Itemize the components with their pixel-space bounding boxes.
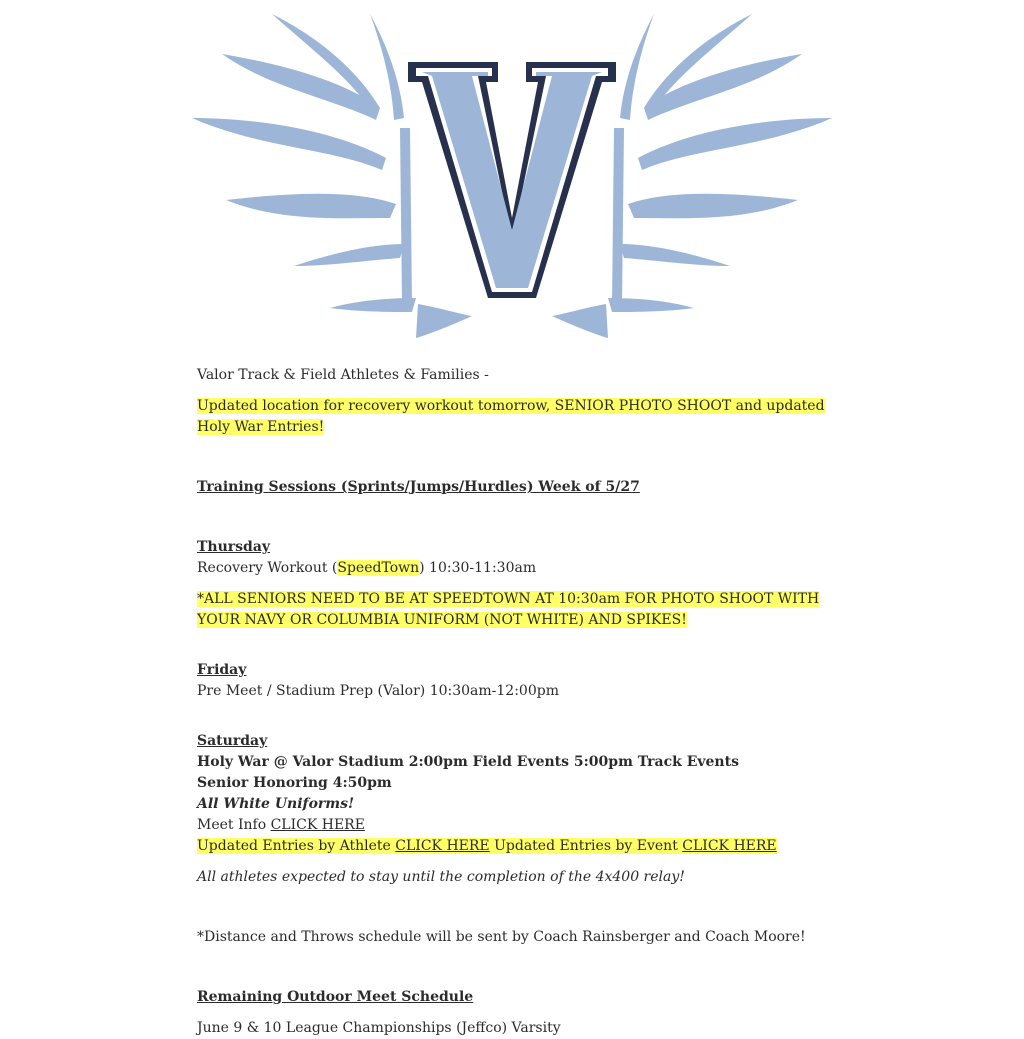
meet-info-line bbox=[197, 815, 827, 836]
thursday-line-prefix: Recovery Workout ( bbox=[197, 560, 338, 576]
meet-info-label: Meet Info bbox=[197, 817, 271, 833]
thursday-heading: Thursday bbox=[197, 539, 271, 555]
v-letter bbox=[408, 62, 616, 298]
senior-honoring-line: Senior Honoring 4:50pm bbox=[197, 775, 392, 791]
thursday-location: SpeedTown bbox=[337, 560, 420, 576]
friday-line: Pre Meet / Stadium Prep (Valor) 10:30am-12:00pm bbox=[197, 683, 559, 699]
partial-schedule-text: June 9 & 10 League Championships (Jeffco) Varsity bbox=[197, 1020, 561, 1036]
distance-note: *Distance and Throws schedule will be sent by Coach Rainsberger and Coach Moore! bbox=[197, 929, 806, 945]
thursday-line-suffix: ) 10:30-11:30am bbox=[419, 560, 537, 576]
partial-schedule-line bbox=[197, 1018, 827, 1036]
entries-athlete-label: Updated Entries by Athlete bbox=[197, 838, 396, 854]
entries-athlete-link[interactable]: CLICK HERE bbox=[395, 838, 490, 854]
friday-heading: Friday bbox=[197, 662, 247, 678]
remaining-heading: Remaining Outdoor Meet Schedule bbox=[197, 989, 474, 1005]
thursday-workout bbox=[197, 558, 827, 579]
greeting: Valor Track & Field Athletes & Families - bbox=[197, 367, 489, 383]
update-notice bbox=[197, 396, 827, 438]
update-notice-text: Updated location for recovery workout tomorrow, SENIOR PHOTO SHOOT and updated Holy War Entries! bbox=[197, 398, 825, 435]
senior-photo-notice-text: *ALL SENIORS NEED TO BE AT SPEEDTOWN AT 10:30am FOR PHOTO SHOOT WITH YOUR NAVY OR COLUMBIA UNIFORM (NOT WHITE) AND SPIKES! bbox=[197, 591, 820, 628]
training-heading: Training Sessions (Sprints/Jumps/Hurdles) Week of 5/27 bbox=[197, 479, 640, 495]
entries-highlight bbox=[197, 838, 777, 854]
valor-logo bbox=[190, 8, 834, 346]
meet-info-link[interactable]: CLICK HERE bbox=[270, 817, 365, 833]
entries-event-link[interactable]: CLICK HERE bbox=[682, 838, 777, 854]
uniform-line: All White Uniforms! bbox=[197, 796, 355, 812]
saturday-heading: Saturday bbox=[197, 733, 268, 749]
valor-wings-v-logo bbox=[190, 8, 834, 346]
saturday-event-line: Holy War @ Valor Stadium 2:00pm Field Events 5:00pm Track Events bbox=[197, 754, 739, 770]
senior-photo-notice bbox=[197, 589, 827, 631]
stay-note: All athletes expected to stay until the completion of the 4x400 relay! bbox=[197, 869, 685, 885]
entries-line bbox=[197, 836, 827, 857]
entries-event-label: Updated Entries by Event bbox=[489, 838, 683, 854]
announcement-body bbox=[197, 365, 827, 1036]
